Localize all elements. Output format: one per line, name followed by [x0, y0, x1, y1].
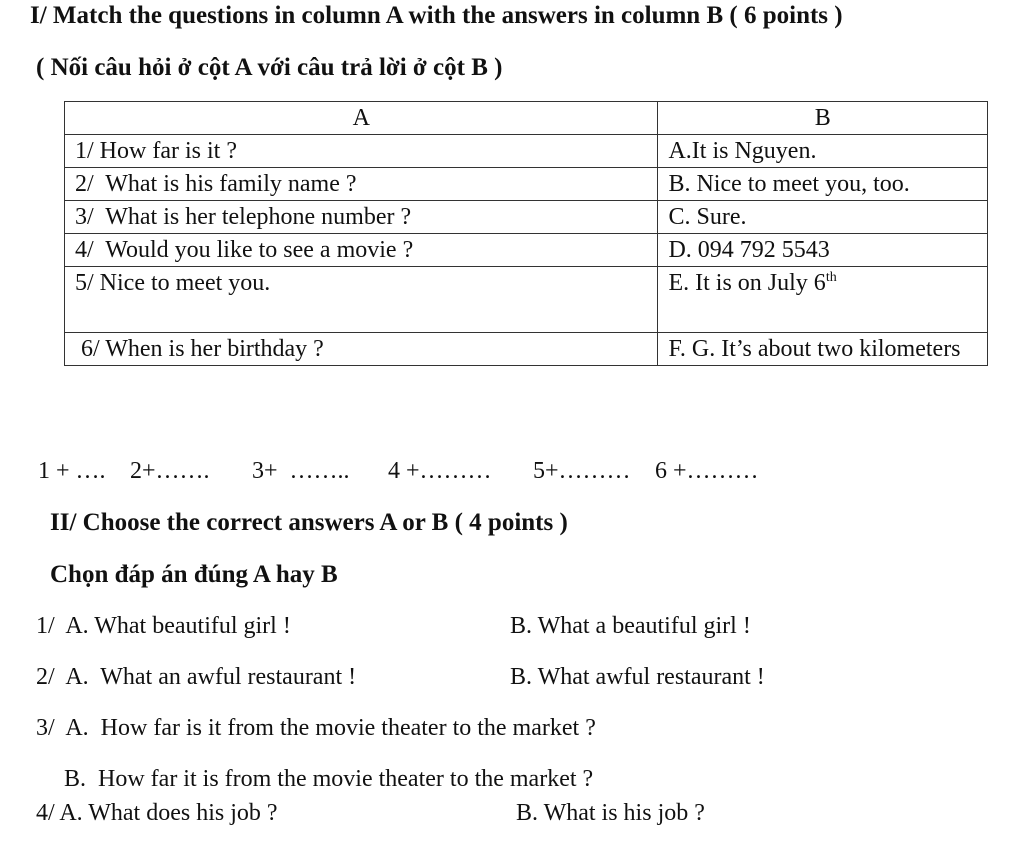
question-4-option-a: 4/ A. What does his job ? — [36, 800, 278, 826]
table-row — [65, 135, 988, 168]
question-cell: 6/ When is her birthday ? — [65, 333, 658, 366]
question-2-option-b: B. What awful restaurant ! — [510, 664, 765, 690]
question-2-option-a: 2/ A. What an awful restaurant ! — [36, 664, 357, 690]
question-3-option-a: 3/ A. How far is it from the movie theater to the market ? — [36, 715, 596, 741]
answer-blank-1[interactable]: 1 + …. — [38, 458, 106, 484]
answer-cell: D. 094 792 5543 — [658, 234, 988, 267]
answer-cell: A.It is Nguyen. — [658, 135, 988, 168]
section1-subtitle: ( Nối câu hỏi ở cột A với câu trả lời ở cột B ) — [36, 54, 503, 81]
table-row — [65, 168, 988, 201]
answer-blank-5[interactable]: 5+……… — [533, 458, 631, 484]
answer-cell: C. Sure. — [658, 201, 988, 234]
superscript-th: th — [825, 270, 837, 285]
answer-blank-3[interactable]: 3+ …….. — [252, 458, 350, 484]
answer-text: E. It is on July 6 — [668, 270, 826, 296]
answer-blank-4[interactable]: 4 +……… — [388, 458, 492, 484]
table-row — [65, 234, 988, 267]
question-cell: 1/ How far is it ? — [65, 135, 658, 168]
question-4-option-b: B. What is his job ? — [516, 800, 705, 826]
answer-blank-2[interactable]: 2+……. — [130, 458, 210, 484]
table-header-row — [65, 102, 988, 135]
question-1-option-b: B. What a beautiful girl ! — [510, 613, 751, 639]
question-cell: 5/ Nice to meet you. — [65, 267, 658, 333]
section2-title: II/ Choose the correct answers A or B ( 4 points ) — [50, 509, 568, 536]
table-row — [65, 333, 988, 366]
question-cell: 2/ What is his family name ? — [65, 168, 658, 201]
answer-cell — [658, 267, 988, 333]
table-row — [65, 201, 988, 234]
question-cell: 3/ What is her telephone number ? — [65, 201, 658, 234]
table-row — [65, 267, 988, 333]
question-cell: 4/ Would you like to see a movie ? — [65, 234, 658, 267]
question-1-option-a: 1/ A. What beautiful girl ! — [36, 613, 291, 639]
section1-title: I/ Match the questions in column A with the answers in column B ( 6 points ) — [30, 2, 843, 29]
answer-cell: B. Nice to meet you, too. — [658, 168, 988, 201]
column-a-header: A — [65, 102, 658, 135]
matching-table — [64, 101, 988, 366]
question-3-option-b: B. How far it is from the movie theater to the market ? — [64, 766, 594, 792]
column-b-header: B — [658, 102, 988, 135]
section2-subtitle: Chọn đáp án đúng A hay B — [50, 561, 338, 588]
answer-blank-6[interactable]: 6 +……… — [655, 458, 759, 484]
answer-cell: F. G. It’s about two kilometers — [658, 333, 988, 366]
